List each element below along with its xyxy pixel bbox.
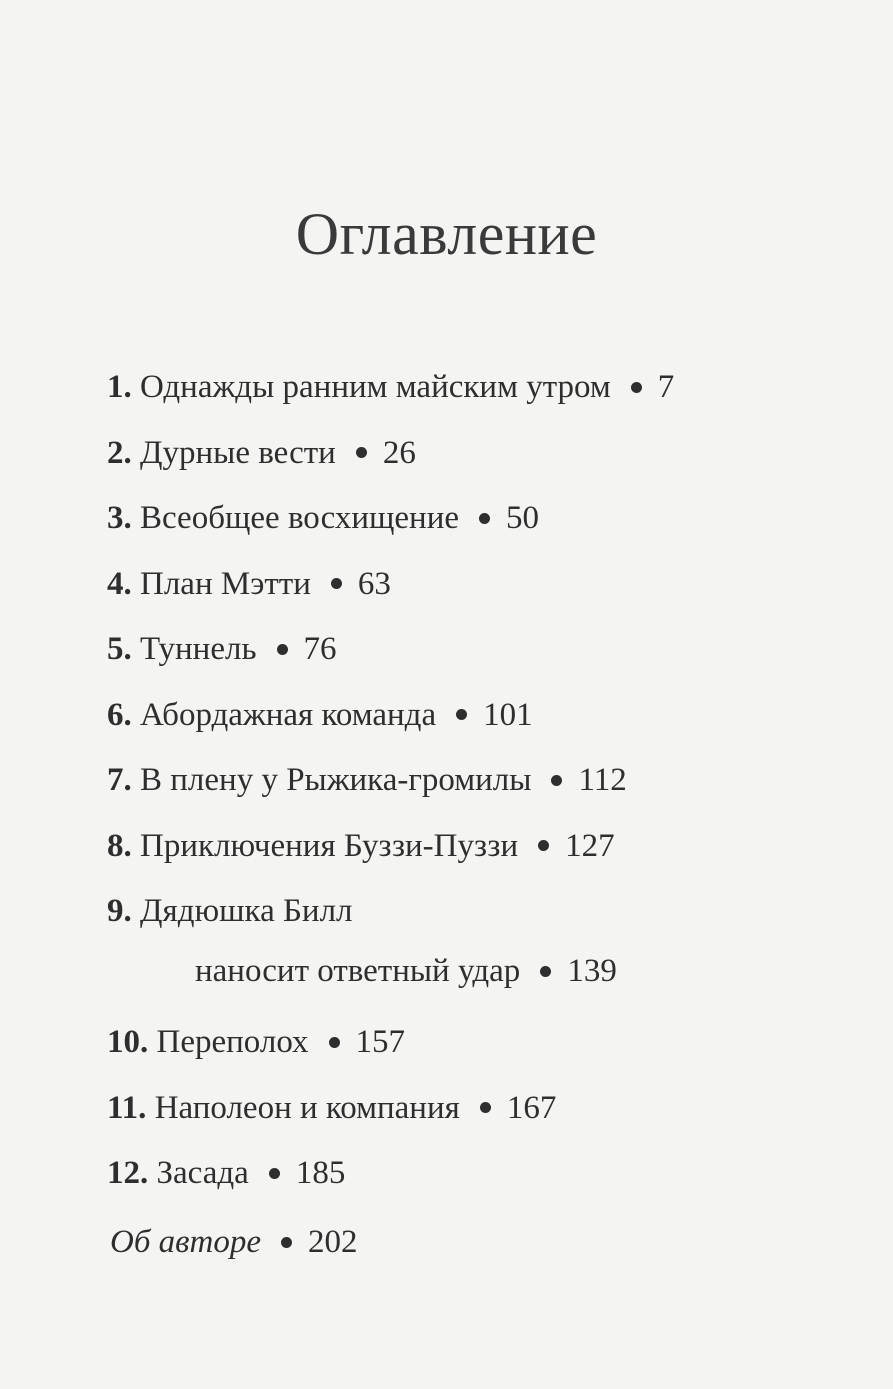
chapter-page: 7: [657, 369, 675, 405]
chapter-title: Туннель: [140, 631, 257, 667]
chapter-page: 50: [506, 500, 540, 536]
chapter-page: 101: [483, 696, 533, 733]
bullet-icon: [331, 578, 342, 589]
toc-entry-7: [107, 750, 867, 816]
toc-entry-about-author: [110, 1212, 357, 1272]
chapter-page: 63: [357, 565, 391, 602]
chapter-number: 5.: [107, 631, 132, 667]
chapter-number: 11.: [107, 1089, 147, 1126]
chapter-page: 185: [295, 1155, 346, 1191]
bullet-icon: [540, 966, 551, 977]
bullet-icon: [281, 1237, 292, 1248]
bullet-icon: [479, 513, 490, 524]
bullet-icon: [480, 1102, 491, 1113]
page-title: Оглавление: [295, 201, 598, 267]
chapter-title: В плену у Рыжика-громилы: [140, 762, 532, 798]
chapter-page: 112: [578, 762, 627, 798]
bullet-icon: [551, 775, 562, 786]
chapter-number: 10.: [107, 1024, 149, 1060]
chapter-title-line2: наносит ответный удар: [195, 953, 521, 989]
bullet-icon: [631, 382, 642, 393]
bullet-icon: [538, 840, 549, 851]
toc-entry-1: [107, 357, 867, 423]
chapter-number: 8.: [107, 827, 132, 864]
chapter-title: Дурные вести: [140, 434, 336, 471]
toc-entry-12: [107, 1143, 867, 1209]
chapter-title: План Мэтти: [140, 565, 311, 602]
chapter-title: Приключения Буззи-Пуззи: [140, 827, 519, 864]
toc-entry-2: [107, 423, 867, 489]
toc-entry-4: [107, 554, 867, 620]
bullet-icon: [456, 709, 467, 720]
chapter-number: 1.: [107, 369, 132, 405]
bullet-icon: [277, 644, 288, 655]
toc-entry-6: [107, 685, 867, 751]
toc-entry-5: [107, 619, 867, 685]
chapter-title: Всеобщее восхищение: [140, 500, 460, 536]
chapter-number: 9.: [107, 893, 132, 929]
bullet-icon: [329, 1037, 340, 1048]
chapter-page: 157: [355, 1024, 405, 1060]
table-of-contents: [107, 357, 867, 1209]
chapter-number: 7.: [107, 762, 132, 798]
toc-entry-3: [107, 488, 867, 554]
chapter-page: 127: [565, 827, 615, 864]
chapter-number: 2.: [107, 434, 132, 471]
toc-entry-9: [107, 881, 867, 1012]
chapter-number: 3.: [107, 500, 132, 536]
chapter-title: Дядюшка Билл: [140, 893, 353, 929]
toc-entry-8: [107, 816, 867, 882]
chapter-page: 167: [506, 1089, 557, 1126]
about-author-label: Об авторе: [110, 1224, 261, 1260]
toc-entry-11: [107, 1078, 867, 1144]
toc-entry-10: [107, 1012, 867, 1078]
chapter-number: 6.: [107, 696, 132, 733]
chapter-title-continued: [107, 941, 867, 1001]
chapter-page: 76: [303, 631, 337, 667]
about-author-page: 202: [307, 1224, 358, 1260]
chapter-number: 12.: [107, 1155, 149, 1191]
bullet-icon: [356, 447, 367, 458]
chapter-page: 26: [382, 434, 416, 471]
chapter-title: Переполох: [156, 1024, 309, 1060]
chapter-title: Абордажная команда: [140, 696, 437, 733]
bullet-icon: [269, 1168, 280, 1179]
chapter-title: Однажды ранним майским утром: [140, 369, 611, 405]
chapter-page: 139: [567, 953, 617, 989]
chapter-number: 4.: [107, 565, 132, 602]
chapter-title: Засада: [156, 1155, 249, 1191]
chapter-title: Наполеон и компания: [154, 1089, 460, 1126]
